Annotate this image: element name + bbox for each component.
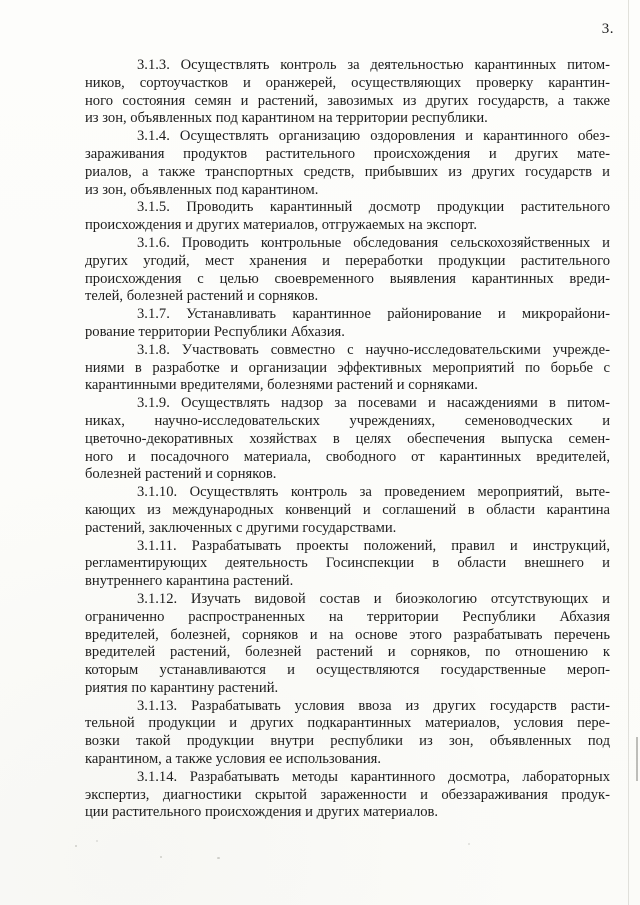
text-line: карантинными вредителями, болезнями растений и сорняками. [85,377,478,394]
paragraph-3.1.6 [85,235,610,306]
paragraph-3.1.12 [85,591,610,698]
text-line: ников, сортоучастков и оранжерей, осуществляющих проверку карантин- [85,74,610,91]
paragraph-3.1.13 [85,698,610,769]
scan-speck [468,843,470,845]
scan-speck [217,857,220,859]
text-line: 3.1.5. Проводить карантинный досмотр продукции растительного [137,199,610,216]
text-line: 3.1.6. Проводить контрольные обследования сельскохозяйственных и [137,234,610,251]
text-line: 3.1.14. Разрабатывать методы карантинного досмотра, лабораторных [137,768,610,785]
paragraph-3.1.7 [85,306,610,342]
text-line: 3.1.8. Участвовать совместно с научно-исследовательскими учрежде- [137,341,610,358]
scan-speck [96,840,98,842]
paragraph-3.1.9 [85,395,610,484]
text-line: болезней растений и сорняков. [85,466,277,483]
paragraph-3.1.8 [85,342,610,395]
paragraph-3.1.10 [85,484,610,537]
text-line: экспертиз, диагностики скрытой зараженности и обеззараживания продук- [85,786,610,803]
text-line: из зон, объявленных под карантином. [85,181,319,198]
text-line: происхождения с целью своевременного выявления карантинных вреди- [85,270,610,287]
paragraph-3.1.11 [85,538,610,591]
text-line: 3.1.9. Осуществлять надзор за посевами и насаждениями в питом- [137,395,610,412]
text-line: никах, научно-исследовательских учреждениях, семеноводческих и [85,412,610,429]
text-line: ниями в разработке и организации эффективных мероприятий по борьбе с [85,359,610,376]
text-line: возки такой продукции внутри республики из зон, объявленных под [85,733,610,750]
text-line: которым устанавливаются и осуществляются государственные мероп- [85,662,610,679]
scan-speck [160,856,162,858]
text-line: вредителей, болезней, сорняков и на основе этого разрабатывать перечень [85,626,610,643]
text-line: других угодий, мест хранения и переработки продукции растительного [85,252,610,269]
text-line: ограниченно распространенных на территории Республики Абхазия [85,608,610,625]
text-line: рование территории Республики Абхазия. [85,323,345,340]
text-line: телей, болезней растений и сорняков. [85,288,319,305]
document-body [85,57,610,822]
scan-speck [75,845,77,847]
text-line: риятия по карантину растений. [85,679,279,696]
text-line: из зон, объявленных под карантином на территории республики. [85,110,488,127]
text-line: риалов, а также транспортных средств, прибывших из других государств и [85,163,610,180]
text-line: 3.1.13. Разрабатывать условия ввоза из других государств расти- [137,697,610,714]
text-line: 3.1.11. Разрабатывать проекты положений, правил и инструкций, [137,537,610,554]
text-line: регламентирующих деятельность Госинспекции в области внешнего и [85,555,610,572]
text-line: 3.1.7. Устанавливать карантинное районирование и микрорайони- [137,306,610,323]
paragraph-3.1.14 [85,769,610,822]
text-line: ного состояния семян и растений, завозимых из других государств, а также [85,92,610,109]
paragraph-3.1.4 [85,128,610,199]
page-number: 3. [601,21,614,37]
text-line: внутреннего карантина растений. [85,573,294,590]
scan-artifact-edge-mark [636,737,638,781]
text-line: тельной продукции и других подкарантинных материалов, условия пере- [85,715,610,732]
paragraph-3.1.5 [85,199,610,235]
text-line: происхождения и других материалов, отгружаемых на экспорт. [85,217,477,234]
text-line: цветочно-декоративных хозяйствах в целях обеспечения выпуска семен- [85,430,610,447]
scan-artifact-vertical-line [628,0,629,905]
text-line: 3.1.4. Осуществлять организацию оздоровления и карантинного обез- [137,128,610,145]
text-line: вредителей растений, болезней растений и сорняков, по отношению к [85,644,610,661]
text-line: ции растительного происхождения и других материалов. [85,804,439,821]
paragraph-3.1.3 [85,57,610,128]
text-line: 3.1.3. Осуществлять контроль за деятельностью карантинных питом- [137,57,610,73]
text-line: растений, заключенных с другими государствами. [85,519,397,536]
text-line: карантином, а также условия ее использования. [85,751,382,768]
text-line: 3.1.12. Изучать видовой состав и биоэкологию отсутствующих и [137,590,610,607]
scan-speck [120,87,122,89]
text-line: зараживания продуктов растительного происхождения и других мате- [85,145,610,162]
text-line: ного и посадочного материала, свободного от карантинных вредителей, [85,448,610,465]
text-line: кающих из международных конвенций и соглашений в области карантина [85,501,610,518]
text-line: 3.1.10. Осуществлять контроль за проведением мероприятий, выте- [137,484,610,501]
